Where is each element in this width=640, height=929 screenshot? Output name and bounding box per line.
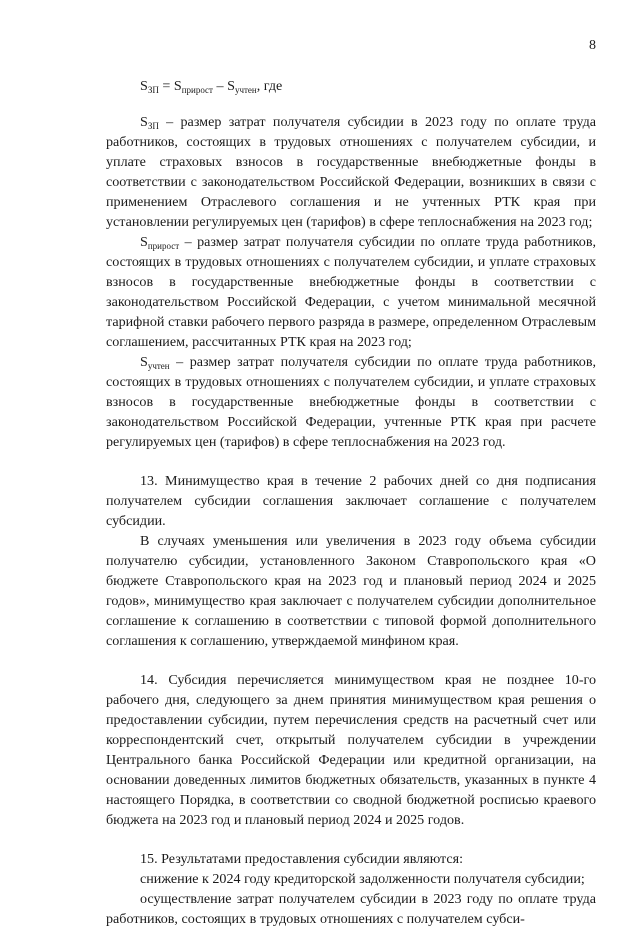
document-body [106,76,596,929]
formula-eq: = S [158,78,182,94]
definition-text: – размер затрат получателя субсидии в 2023 году по оплате труда работников, состоящих в трудовых отношениях с получателем субсидии, и уплате страховых взносов в государственные внебюджетные фонды в соответствии с законодательством Российской Федерации, возникших в связи с применением Отраслевого соглашения и не учтенных РТК края при установлении регулируемых цен (тарифов) в сфере теплоснабжения на 2023 год; [106,114,596,230]
definition-subscript: прирост [147,241,180,251]
paragraph-14: 14. Субсидия перечисляется минимуществом края не позднее 10-го рабочего дня, следующего за днем принятия минимуществом края решения о предоставлении субсидии, путем перечисления средств на расчетный счет или корреспондентский счет, открытый получателем субсидии в учреждении Центрального банка Российской Федерации или кредитной организации, на основании доведенных лимитов бюджетных обязательств, указанных в пункте 4 настоящего Порядка, в соответствии со сводной бюджетной росписью краевого бюджета на 2023 год и плановый период 2024 и 2025 годов. [106,672,596,828]
formula-s: S [140,78,148,94]
formula-sub-prirost: прирост [181,85,213,95]
formula-minus: – S [213,78,235,94]
paragraph-13-continued: В случаях уменьшения или увеличения в 2023 году объема субсидии получателю субсидии, установленного Законом Ставропольского края «О бюджете Ставропольского края на 2023 год и плановый период 2024 и 2025 годов», минимущество края заключает с получателем субсидии дополнительное соглашение к соглашению в соответствии с типовой формой дополнительного соглашения к соглашению, утверждаемой минфином края. [106,533,596,649]
formula-sub-uchten: учтен [234,85,257,95]
page-number: 8 [589,38,596,53]
definition-symbol: S [140,234,148,250]
definition-s-zp [106,112,596,232]
definition-text: – размер затрат получателя субсидии по оплате труда работников, состоящих в трудовых отношениях с получателем субсидии, и уплате страховых взносов в государственные внебюджетные фонды в соответствии с законодательством Российской Федерации, с учетом минимальной месячной тарифной ставки рабочего первого разряда в размере, определенном Отраслевым соглашением, рассчитанных РТК края на 2023 год; [106,234,596,350]
paragraph-15-item-1: снижение к 2024 году кредиторской задолженности получателя субсидии; [140,871,585,887]
definition-s-uchten [106,352,596,452]
paragraph-13: 13. Минимущество края в течение 2 рабочих дней со дня подписания получателем субсидии соглашения заключает соглашение с получателем субсидии. [106,473,596,529]
formula-tail: , где [256,78,283,94]
paragraph-15: 15. Результатами предоставления субсидии являются: [140,851,464,867]
definition-symbol: S [140,114,148,130]
definition-symbol: S [140,354,148,370]
definition-text: – размер затрат получателя субсидии по оплате труда работников, состоящих в трудовых отношениях с получателем субсидии, и уплате страховых взносов в государственные внебюджетные фонды в соответствии с законодательством Российской Федерации, учтенные РТК края при расчете регулируемых цен (тарифов) в сфере теплоснабжения на 2023 год. [106,354,596,450]
formula-line [106,76,596,96]
formula-sub-zp: ЗП [147,85,159,95]
definition-s-prirost [106,232,596,352]
definition-subscript: учтен [147,361,170,371]
paragraph-15-item-2: осуществление затрат получателем субсидии в 2023 году по оплате труда работников, состоящих в трудовых отношениях с получателем субси- [106,891,596,927]
definition-subscript: ЗП [147,121,159,131]
